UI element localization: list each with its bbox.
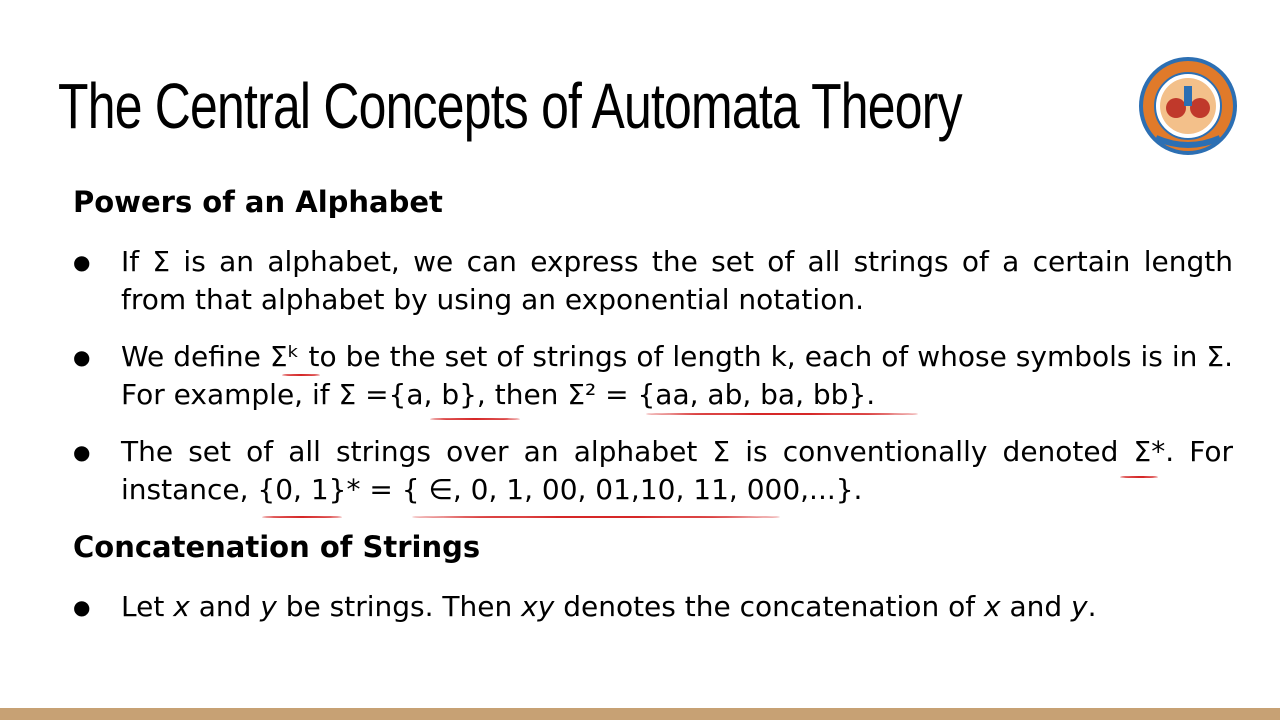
annotation-underline: [430, 418, 520, 420]
bullet-text: be strings. Then: [276, 590, 522, 623]
annotation-underline: [262, 516, 342, 518]
bullet-text: and: [189, 590, 261, 623]
bullet-text: denotes the concatenation of: [554, 590, 984, 623]
bullet-item: [73, 588, 1233, 626]
annotation-underline: [282, 374, 320, 376]
bullet-item: ● If Σ is an alphabet, we can express the set of all strings of a certain length from that alphabet by using an exponential notation.: [73, 243, 1233, 319]
bullet-text: and: [1000, 590, 1072, 623]
footer-bar: [0, 708, 1280, 720]
slide-title: The Central Concepts of Automata Theory: [58, 70, 962, 142]
annotation-underline: [412, 516, 780, 518]
variable-x: x: [983, 590, 1001, 623]
college-logo: [1138, 56, 1238, 156]
variable-y: y: [1071, 590, 1088, 623]
variable-x: x: [173, 590, 190, 623]
bullet-item: ● The set of all strings over an alphabet Σ is conventionally denoted Σ*. For instance, {0, 1}* = { ∈, 0, 1, 00, 01,10, 11, 000,...}.: [73, 433, 1233, 509]
slide-content: [73, 180, 1233, 626]
section-heading-concatenation: Concatenation of Strings: [73, 530, 481, 564]
bullet-text: .: [1087, 590, 1097, 623]
annotation-underline: [646, 413, 918, 415]
concatenation-section: [73, 525, 1233, 626]
section-heading-powers: Powers of an Alphabet: [73, 185, 443, 219]
bullet-item: ● We define Σᵏ to be the set of strings of length k, each of whose symbols is in Σ. For example, if Σ ={a, b}, then Σ² = {aa, ab, ba, bb}.: [73, 338, 1233, 414]
powers-section: [73, 243, 1233, 509]
variable-y: y: [260, 590, 277, 623]
annotation-underline: [1120, 476, 1158, 478]
bullet-text: Let: [121, 590, 174, 623]
variable-xy: xy: [521, 590, 555, 623]
